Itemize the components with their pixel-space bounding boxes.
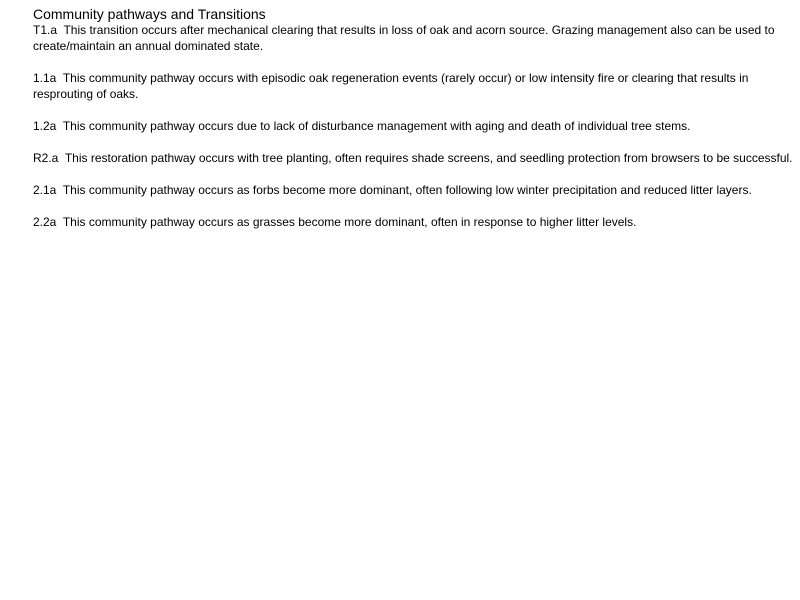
paragraph-1-2a bbox=[33, 118, 793, 134]
paragraph-code: T1.a bbox=[33, 23, 58, 37]
paragraph-text: This community pathway occurs with episodic oak regeneration events (rarely occur) or low intensity fire or clearing that results in resprouting of oaks. bbox=[33, 71, 749, 101]
paragraph-code: 1.1a bbox=[33, 71, 57, 85]
paragraph-code: 1.2a bbox=[33, 119, 57, 133]
paragraph-text: This restoration pathway occurs with tree planting, often requires shade screens, and seedling protection from browsers to be successful. bbox=[64, 151, 793, 165]
document-page bbox=[33, 6, 793, 246]
paragraph-text: This community pathway occurs as forbs become more dominant, often following low winter precipitation and reduced litter layers. bbox=[62, 183, 752, 197]
paragraph-text: This community pathway occurs as grasses become more dominant, often in response to higher litter levels. bbox=[62, 215, 637, 229]
paragraph-code: R2.a bbox=[33, 151, 59, 165]
paragraph-1-1a bbox=[33, 70, 793, 102]
paragraph-text: This community pathway occurs due to lack of disturbance management with aging and death of individual tree stems. bbox=[62, 119, 691, 133]
paragraph-2-2a bbox=[33, 214, 793, 230]
paragraph-r2a bbox=[33, 150, 793, 166]
paragraph-t1a bbox=[33, 22, 793, 54]
paragraph-code: 2.2a bbox=[33, 215, 57, 229]
document-title: Community pathways and Transitions bbox=[33, 6, 266, 22]
paragraph-text: This transition occurs after mechanical clearing that results in loss of oak and acorn source. Grazing management also can be used to create/maintain an annual dominated state. bbox=[33, 23, 775, 53]
paragraph-code: 2.1a bbox=[33, 183, 57, 197]
paragraph-2-1a bbox=[33, 182, 793, 198]
